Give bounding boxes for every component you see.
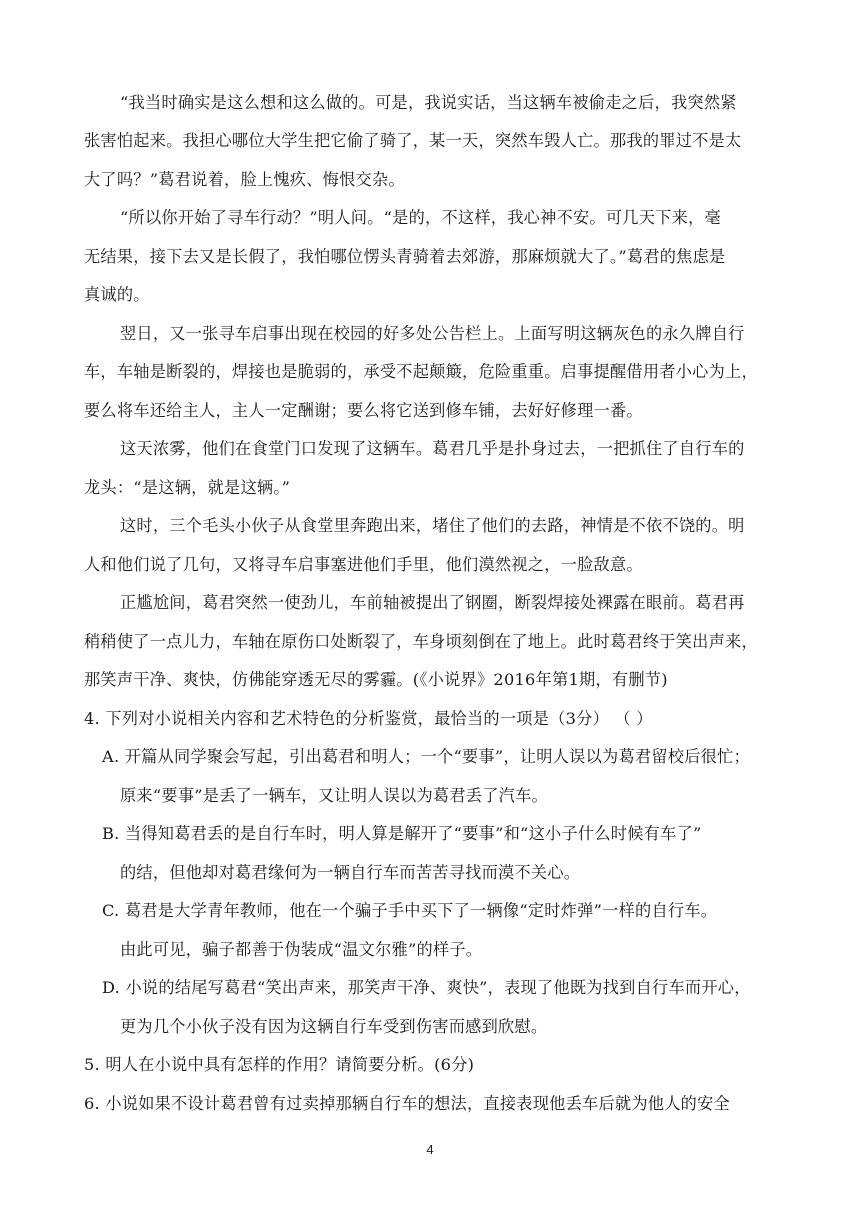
text-line: 人和他们说了几句，又将寻车启事塞进他们手里，他们漠然视之，一脸敌意。 (84, 555, 643, 574)
option-line: A. 开篇从同学聚会写起，引出葛君和明人；一个“要事”，让明人误以为葛君留校后很忙； (102, 747, 750, 766)
text-line: 要么将车还给主人，主人一定酬谢；要么将它送到修车铺，去好好修理一番。 (84, 401, 643, 420)
option-line: D. 小说的结尾写葛君“笑出声来，那笑声干净、爽快”，表现了他既为找到自行车而开心， (102, 978, 751, 997)
question-stem: 4. 下列对小说相关内容和艺术特色的分析鉴赏，最恰当的一项是（3分） （ ） (84, 709, 653, 728)
text-line: “所以你开始了寻车行动？”明人问。“是的，不这样，我心神不安。可几天下来，毫 (120, 208, 721, 227)
option-line: 的结，但他却对葛君缘何为一辆自行车而苦苦寻找而漠不关心。 (120, 863, 581, 882)
text-line: 正尴尬间，葛君突然一使劲儿，车前轴被提出了钢圈，断裂焊接处裸露在眼前。葛君再 (120, 593, 745, 612)
question-6: 6. 小说如果不设计葛君曾有过卖掉那辆自行车的想法，直接表现他丢车后就为他人的安全 (84, 1094, 730, 1113)
text-line: 车，车轴是断裂的，焊接也是脆弱的，承受不起颠簸，危险重重。启事提醒借用者小心为上， (84, 362, 758, 381)
option-line: 原来“要事”是丢了一辆车，又让明人误以为葛君丢了汽车。 (120, 786, 548, 805)
question-5: 5. 明人在小说中具有怎样的作用？请简要分析。(6分) (84, 1055, 475, 1074)
page-number: 4 (426, 1142, 434, 1157)
text-line: 那笑声干净、爽快，仿佛能穿透无尽的雾霾。(《小说界》2016年第1期，有删节) (84, 670, 668, 689)
text-line: 这天浓雾，他们在食堂门口发现了这辆车。葛君几乎是扑身过去，一把抓住了自行车的 (120, 439, 745, 458)
option-line: B. 当得知葛君丢的是自行车时，明人算是解开了“要事”和“这小子什么时候有车了” (102, 824, 702, 843)
text-line: 无结果，接下去又是长假了，我怕哪位愣头青骑着去郊游，那麻烦就大了。”葛君的焦虑是 (84, 247, 726, 266)
text-line: 稍稍使了一点儿力，车轴在原伤口处断裂了，车身顷刻倒在了地上。此时葛君终于笑出声来， (84, 632, 758, 651)
text-line: 这时，三个毛头小伙子从食堂里奔跑出来，堵住了他们的去路，神情是不依不饶的。明 (120, 516, 745, 535)
option-line: 由此可见，骗子都善于伪装成“温文尔雅”的样子。 (120, 940, 483, 959)
option-line: 更为几个小伙子没有因为这辆自行车受到伤害而感到欣慰。 (120, 1017, 548, 1036)
text-line: 龙头：“是这辆，就是这辆。” (84, 478, 291, 497)
text-line: 张害怕起来。我担心哪位大学生把它偷了骑了，某一天，突然车毁人亡。那我的罪过不是太 (84, 131, 742, 150)
text-line: 大了吗？”葛君说着，脸上愧疚、悔恨交杂。 (84, 170, 405, 189)
text-line: “我当时确实是这么想和这么做的。可是，我说实话，当这辆车被偷走之后，我突然紧 (120, 93, 737, 112)
text-line: 翌日，又一张寻车启事出现在校园的好多处公告栏上。上面写明这辆灰色的永久牌自行 (120, 324, 745, 343)
option-line: C. 葛君是大学青年教师，他在一个骗子手中买下了一辆像“定时炸弹”一样的自行车。 (102, 901, 718, 920)
text-line: 真诚的。 (84, 285, 150, 304)
